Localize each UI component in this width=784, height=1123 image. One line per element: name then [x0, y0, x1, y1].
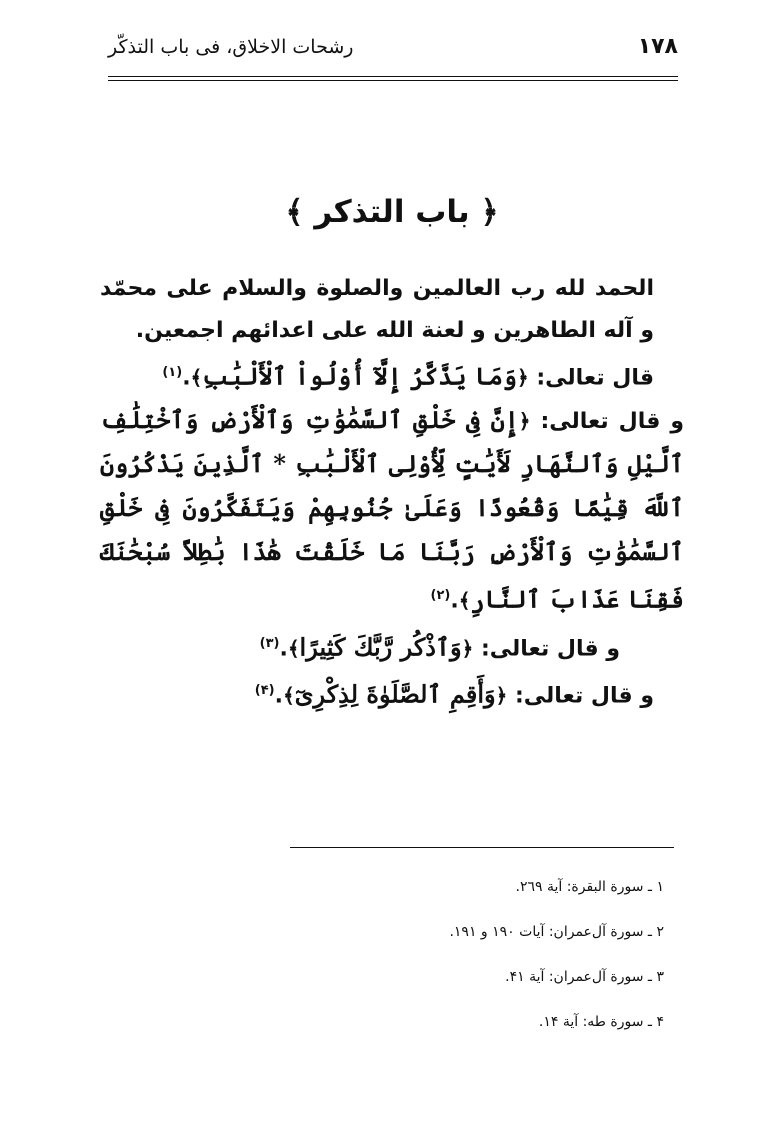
chapter-title [100, 194, 684, 230]
quran-bracket-close: ﴾ [282, 683, 295, 708]
chapter-title-text: باب التذكر [314, 194, 470, 230]
quran-verse: وَأَقِمِ ٱلصَّلَوٰةَ لِذِكْرِىٓ [294, 679, 496, 709]
verse-lead: و قال تعالى: [480, 635, 620, 661]
footnote-divider [290, 847, 674, 848]
verse-lead: و قال تعالى: [514, 683, 654, 709]
footnote-marker: (١) [162, 365, 183, 380]
quran-bracket-open: ﴿ [516, 365, 529, 390]
quran-bracket-open: ﴿ [518, 409, 531, 434]
verse-lead: و قال تعالى: [540, 409, 684, 435]
ornate-bracket-open: ﴿ [480, 194, 499, 230]
running-header [108, 28, 678, 72]
quran-bracket-close: ﴾ [287, 635, 300, 660]
ornate-bracket-close: ﴾ [285, 194, 304, 230]
quran-verse: وَمَا يَذَّكَّرُ إِلَّآ أُوْلُواْ ٱلْأَلْبَٰبِ [202, 361, 517, 391]
verse-paragraph-4: و قال تعالى: ﴿وَأَقِمِ ٱلصَّلَوٰةَ لِذِكْرِىٓ﴾.$^{(۴)}$ [254, 679, 654, 709]
quran-bracket-open: ﴿ [495, 683, 508, 708]
header-rule-bottom [108, 80, 678, 81]
quran-verse: إِنَّ فِى خَلْقِ ٱلسَّمَٰوَٰتِ وَٱلْأَرْضِ وَٱخْتِلَٰفِ ٱلَّيْلِ وَٱلنَّهَارِ لَأَيَٰتٍ لِّأُوْلِى ٱلْأَلْبَٰبِ * ٱلَّذِينَ يَذْكُرُونَ ٱللَّهَ قِيَٰمًا وَقُعُودًا وَعَلَىٰ جُنُوبِهِمْ وَيَتَفَكَّرُونَ فِى خَلْقِ ٱلسَّمَٰوَٰتِ وَٱلْأَرْضِ رَبَّنَا مَا خَلَقْتَ هَٰذَا بَٰطِلاً سُبْحَٰنَكَ فَقِنَا عَذَابَ ٱلنَّارِ [100, 405, 684, 614]
quran-verse: وَٱذْكُر رَّبَّكَ كَثِيرًا [299, 631, 462, 661]
footnote-item: ١ ـ سورة البقرة: آية ٢٦٩. [515, 879, 664, 895]
footnote-item: ٣ ـ سورة آل‌عمران: آية ۴١. [505, 969, 664, 985]
footnote-marker: (٣) [259, 635, 280, 651]
header-rule-top [108, 76, 678, 77]
body-text [100, 268, 684, 717]
verse-paragraph-3: و قال تعالى: ﴿وَٱذْكُر رَّبَّكَ كَثِيرًا﴾.$^{(٣)}$ [259, 631, 620, 661]
verse-paragraph-1: قال تعالى: ﴿وَمَا يَذَّكَّرُ إِلَّآ أُوْلُواْ ٱلْأَلْبَٰبِ﴾.$^{(١)}$ [162, 361, 654, 391]
quran-bracket-close: ﴾ [458, 588, 471, 613]
footnote-marker: (٢) [430, 588, 451, 604]
verse-lead: قال تعالى: [536, 365, 654, 391]
footnotes [164, 870, 664, 1050]
footnote-item: ٢ ـ سورة آل‌عمران: آيات ١٩٠ و ١٩١. [449, 924, 664, 940]
running-title: رشحات الاخلاق، فى باب التذكّر [108, 36, 354, 58]
footnote-marker: (۴) [254, 682, 275, 698]
verse-paragraph-2: و قال تعالى: ﴿إِنَّ فِى خَلْقِ ٱلسَّمَٰوَٰتِ وَٱلْأَرْضِ وَٱخْتِلَٰفِ ٱلَّيْلِ وَٱلنَّهَارِ لَأَيَٰتٍ لِّأُوْلِى ٱلْأَلْبَٰبِ * ٱلَّذِينَ يَذْكُرُونَ ٱللَّهَ قِيَٰمًا وَقُعُودًا وَعَلَىٰ جُنُوبِهِمْ وَيَتَفَكَّرُونَ فِى خَلْقِ ٱلسَّمَٰوَٰتِ وَٱلْأَرْضِ رَبَّنَا مَا خَلَقْتَ هَٰذَا بَٰطِلاً سُبْحَٰنَكَ فَقِنَا عَذَابَ ٱلنَّارِ﴾.$^{(٢)}$ [100, 405, 684, 614]
quran-bracket-open: ﴿ [461, 635, 474, 660]
intro-paragraph: الحمد لله رب العالمين والصلوة والسلام على محمّد و آله الطاهرين و لعنة الله على اعدائهم اجمعين. [100, 276, 654, 343]
footnote-item: ۴ ـ سورة طه: آية ١۴. [538, 1014, 664, 1030]
page-number: ١٧٨ [637, 34, 678, 59]
quran-bracket-close: ﴾ [190, 365, 203, 390]
